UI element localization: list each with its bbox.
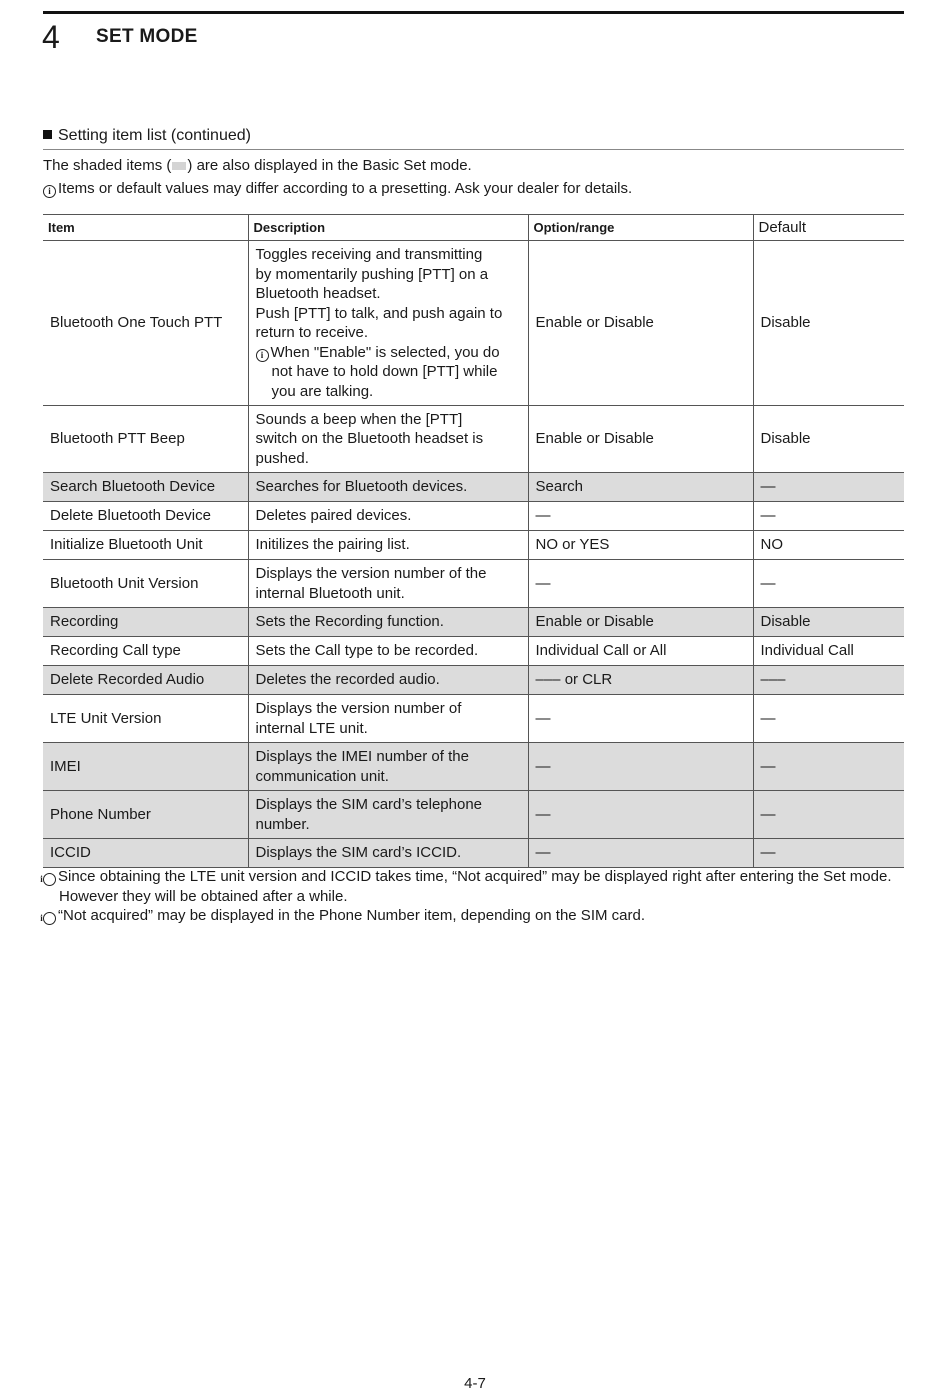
cell-description — [248, 637, 528, 666]
cell-option-range: Enable or Disable — [528, 608, 753, 637]
top-rule — [43, 11, 904, 14]
table-row — [43, 666, 904, 695]
info-circle-icon: i — [256, 349, 269, 362]
description-line: number. — [255, 815, 310, 833]
cell-description — [248, 502, 528, 531]
cell-item: ICCID — [43, 839, 248, 868]
chapter-title: SET MODE — [96, 26, 198, 47]
cell-item: Search Bluetooth Device — [43, 473, 248, 502]
cell-description — [248, 241, 528, 406]
description-line: by momentarily pushing [PTT] on a — [255, 265, 489, 283]
presetting-note — [43, 177, 904, 200]
cell-description — [248, 839, 528, 868]
intro-text — [43, 154, 904, 200]
description-line: Sets the Recording function. — [255, 613, 444, 631]
description-line: Displays the version number of the — [255, 565, 487, 582]
cell-description — [248, 406, 528, 473]
footnote-text: Since obtaining the LTE unit version and ICCID takes time, “Not acquired” may be displayed right after entering the Set mode. However they will be obtained after a while. — [58, 868, 892, 905]
cell-option-range: — — [528, 502, 753, 531]
info-circle-icon: i — [43, 185, 56, 198]
description-line: Displays the IMEI number of the — [255, 748, 469, 765]
cell-default: NO — [753, 531, 904, 560]
cell-description — [248, 560, 528, 608]
cell-option-range: — — [528, 791, 753, 839]
footnote-lte — [40, 867, 904, 906]
table-row — [43, 695, 904, 743]
description-line: internal LTE unit. — [255, 719, 368, 737]
cell-item: Bluetooth One Touch PTT — [43, 241, 248, 406]
description-line: switch on the Bluetooth headset is — [255, 430, 484, 448]
table-header-row — [43, 215, 904, 241]
cell-default: ––– — [753, 666, 904, 695]
cell-item: Recording Call type — [43, 637, 248, 666]
cell-option-range: — — [528, 695, 753, 743]
description-line: pushed. — [255, 449, 309, 467]
intro-suffix: ) are also displayed in the Basic Set mode. — [187, 157, 472, 174]
table-row — [43, 608, 904, 637]
table-row — [43, 791, 904, 839]
cell-item: IMEI — [43, 743, 248, 791]
cell-option-range: Individual Call or All — [528, 637, 753, 666]
cell-default: — — [753, 791, 904, 839]
header-option-range: Option/range — [528, 215, 753, 241]
description-line: Sounds a beep when the [PTT] — [255, 410, 463, 428]
cell-description — [248, 695, 528, 743]
cell-default: — — [753, 695, 904, 743]
page-number: 4-7 — [464, 1375, 486, 1392]
description-note — [256, 343, 521, 363]
cell-item: Initialize Bluetooth Unit — [43, 531, 248, 560]
description-line: Searches for Bluetooth devices. — [255, 478, 468, 496]
cell-item: Delete Recorded Audio — [43, 666, 248, 695]
cell-description — [248, 608, 528, 637]
info-circle-icon: i — [43, 912, 56, 925]
info-circle-icon: i — [43, 873, 56, 886]
table-row — [43, 637, 904, 666]
cell-description — [248, 666, 528, 695]
shaded-items-note — [43, 154, 904, 177]
table-row — [43, 743, 904, 791]
description-line: Push [PTT] to talk, and push again to — [255, 304, 503, 322]
description-line: Displays the SIM card’s telephone — [255, 796, 483, 813]
description-line: Deletes the recorded audio. — [255, 671, 440, 689]
cell-item: LTE Unit Version — [43, 695, 248, 743]
description-line: Toggles receiving and transmitting — [255, 246, 483, 263]
footnote-phone-number — [40, 906, 904, 926]
description-line: Bluetooth headset. — [255, 285, 381, 302]
cell-default: Disable — [753, 406, 904, 473]
table-row — [43, 406, 904, 473]
table-row — [43, 502, 904, 531]
black-square-icon — [43, 130, 52, 139]
header-item: Item — [43, 215, 248, 241]
description-line: Deletes paired devices. — [255, 507, 412, 525]
intro-prefix: The shaded items ( — [43, 157, 172, 174]
description-note-line: not have to hold down [PTT] while — [271, 363, 498, 380]
table-row — [43, 839, 904, 868]
cell-item: Recording — [43, 608, 248, 637]
presetting-note-text: Items or default values may differ according to a presetting. Ask your dealer for details. — [58, 180, 633, 197]
cell-item: Delete Bluetooth Device — [43, 502, 248, 531]
cell-default: — — [753, 502, 904, 531]
cell-default: Disable — [753, 608, 904, 637]
chapter-number: 4 — [42, 19, 60, 55]
table-row — [43, 473, 904, 502]
cell-option-range: Search — [528, 473, 753, 502]
cell-default: Individual Call — [753, 637, 904, 666]
table-row — [43, 531, 904, 560]
cell-default: — — [753, 839, 904, 868]
cell-option-range: ––– or CLR — [528, 666, 753, 695]
cell-option-range: — — [528, 839, 753, 868]
description-note-line: you are talking. — [271, 382, 374, 400]
description-line: return to receive. — [255, 324, 369, 341]
cell-item: Phone Number — [43, 791, 248, 839]
setting-item-table — [43, 214, 904, 868]
cell-option-range: Enable or Disable — [528, 241, 753, 406]
cell-description — [248, 531, 528, 560]
description-line: Displays the version number of — [255, 700, 462, 717]
cell-default: — — [753, 560, 904, 608]
section-heading — [43, 125, 904, 150]
cell-item: Bluetooth Unit Version — [43, 560, 248, 608]
cell-option-range: NO or YES — [528, 531, 753, 560]
header-description: Description — [248, 215, 528, 241]
cell-default: — — [753, 743, 904, 791]
description-note-text: When "Enable" is selected, you do — [270, 343, 500, 361]
description-line: Displays the SIM card’s ICCID. — [255, 844, 462, 862]
section-heading-text: Setting item list (continued) — [58, 127, 251, 144]
cell-default: — — [753, 473, 904, 502]
description-line: Initilizes the pairing list. — [255, 536, 410, 554]
cell-option-range: — — [528, 743, 753, 791]
cell-option-range: — — [528, 560, 753, 608]
footnotes — [40, 867, 904, 926]
footnote-text: “Not acquired” may be displayed in the Phone Number item, depending on the SIM card. — [58, 907, 645, 924]
shade-swatch-icon — [172, 162, 186, 170]
header-default: Default — [753, 215, 904, 241]
table-body — [43, 241, 904, 868]
table-row — [43, 560, 904, 608]
table-row — [43, 241, 904, 406]
cell-description — [248, 473, 528, 502]
cell-description — [248, 791, 528, 839]
cell-item: Bluetooth PTT Beep — [43, 406, 248, 473]
description-line: Sets the Call type to be recorded. — [255, 642, 479, 660]
cell-description — [248, 743, 528, 791]
cell-default: Disable — [753, 241, 904, 406]
cell-option-range: Enable or Disable — [528, 406, 753, 473]
description-line: communication unit. — [255, 767, 389, 785]
description-line: internal Bluetooth unit. — [255, 584, 405, 602]
